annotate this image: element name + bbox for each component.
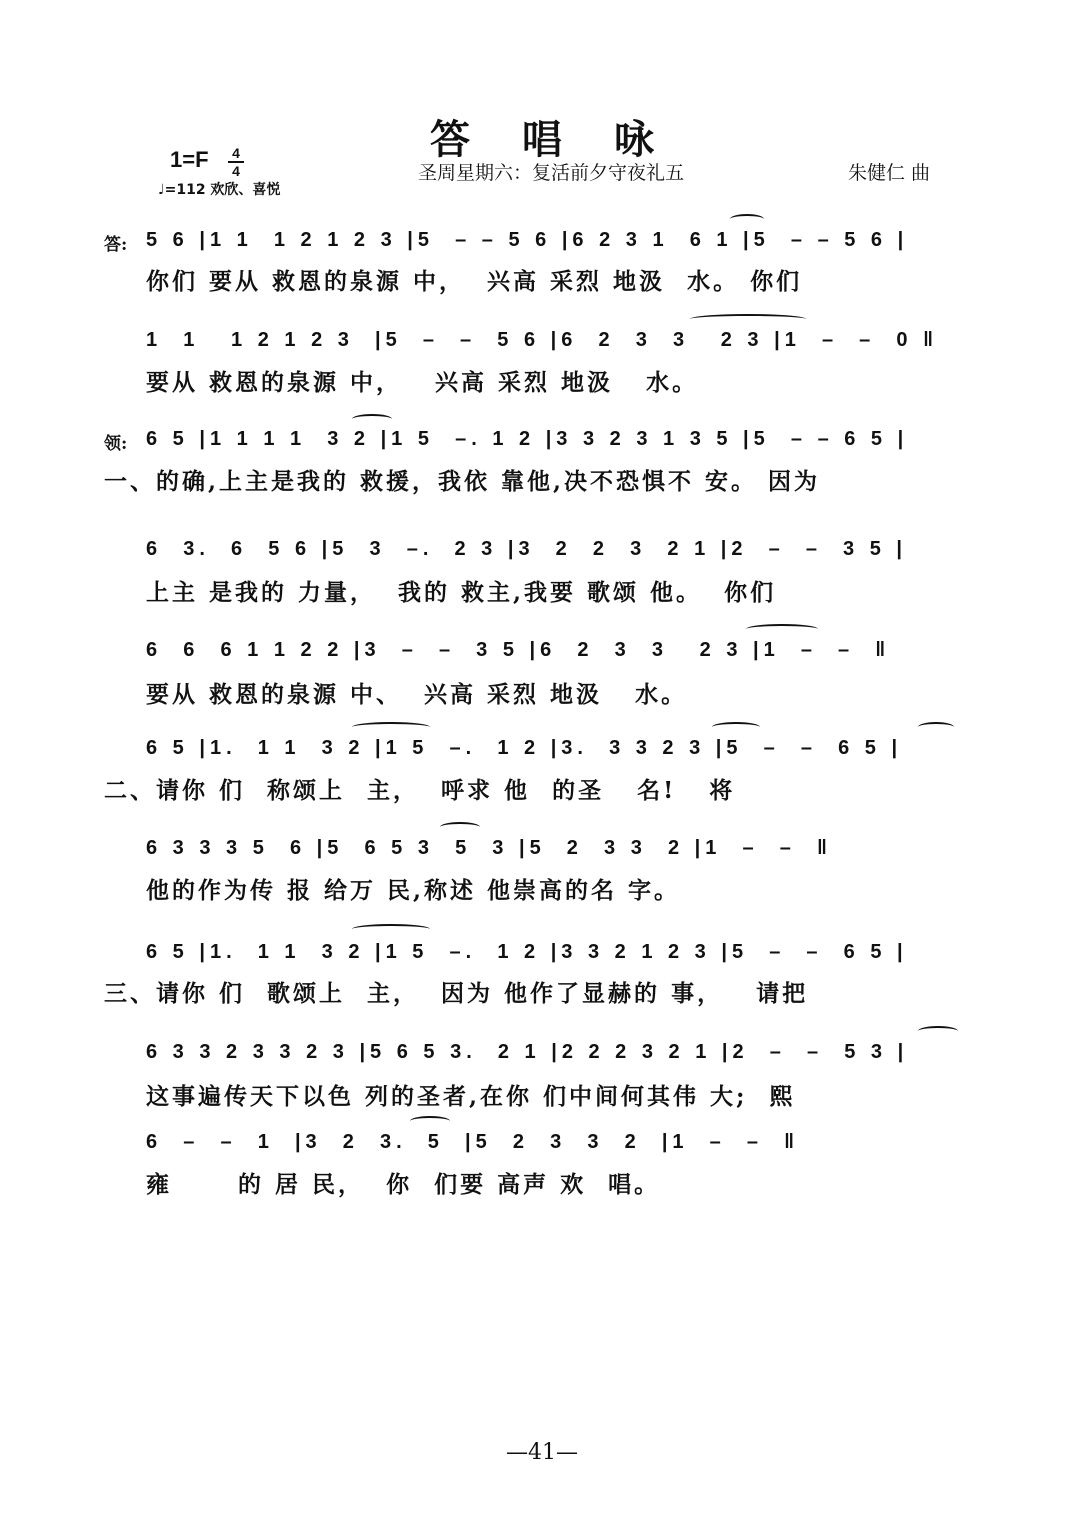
- slur-mark: [918, 1026, 958, 1036]
- lyric-line: 雍 的 居 民， 你 们要 高声 欢 唱。: [146, 1171, 661, 1198]
- slur-mark: [730, 214, 764, 224]
- slur-mark: [712, 722, 760, 732]
- slur-mark: [690, 314, 806, 324]
- lyric-line: 上主 是我的 力量， 我的 救主,我要 歌颂 他。 你们: [146, 579, 777, 606]
- role-label-response: 答:: [104, 235, 128, 255]
- lyric-line: 这事遍传天下以色 列的圣者,在你 们中间何其伟 大; 熙: [146, 1083, 796, 1110]
- slur-mark: [410, 1116, 450, 1126]
- notation-line: 6 3 3 3 5 6 |5 6 5 3 5 3 |5 2 3 3 2 |1 – – ‖: [146, 837, 832, 859]
- slur-mark: [352, 924, 430, 934]
- slur-mark: [918, 722, 954, 732]
- key-signature: 1=F: [170, 147, 209, 172]
- notation-line: 6 5 |1. 1 1 3 2 |1 5 –. 1 2 |3. 3 3 2 3 |5 – – 6 5 |: [146, 737, 903, 759]
- tempo-marking: ♩=112 欢欣、喜悦: [158, 182, 281, 198]
- song-title: 答唱咏: [430, 116, 706, 163]
- slur-mark: [746, 624, 818, 634]
- lyric-line: 三、请你 们 歌颂上 主， 因为 他作了显赫的 事， 请把: [104, 980, 809, 1007]
- notation-line: 6 5 |1 1 1 1 3 2 |1 5 –. 1 2 |3 3 2 3 1 3 5 |5 – – 6 5 |: [146, 428, 909, 450]
- lyric-line: 你们 要从 救恩的泉源 中， 兴高 采烈 地汲 水。 你们: [146, 268, 803, 295]
- lyric-line: 要从 救恩的泉源 中， 兴高 采烈 地汲 水。: [146, 369, 699, 396]
- slur-mark: [440, 822, 480, 832]
- notation-line: 6 – – 1 |3 2 3. 5 |5 2 3 3 2 |1 – – ‖: [146, 1131, 800, 1153]
- notation-line: 5 6 |1 1 1 2 1 2 3 |5 – – 5 6 |6 2 3 1 6 1 |5 – – 5 6 |: [146, 229, 909, 251]
- notation-line: 6 5 |1. 1 1 3 2 |1 5 –. 1 2 |3 3 2 1 2 3 |5 – – 6 5 |: [146, 941, 908, 963]
- lyric-line: 要从 救恩的泉源 中、 兴高 采烈 地汲 水。: [146, 681, 688, 708]
- role-label-leader: 领:: [104, 434, 128, 454]
- time-signature-top: 4: [232, 145, 240, 161]
- lyric-line: 一、的确,上主是我的 救援，我依 靠他,决不恐惧不 安。 因为: [104, 468, 821, 495]
- notation-line: 1 1 1 2 1 2 3 |5 – – 5 6 |6 2 3 3 2 3 |1 – – 0 ‖: [146, 329, 939, 351]
- composer: 朱健仁 曲: [848, 162, 931, 184]
- lyric-line: 二、请你 们 称颂上 主， 呼求 他 的圣 名! 将: [104, 777, 736, 804]
- notation-line: 6 3 3 2 3 3 2 3 |5 6 5 3. 2 1 |2 2 2 3 2 1 |2 – – 5 3 |: [146, 1041, 909, 1063]
- notation-line: 6 6 6 1 1 2 2 |3 – – 3 5 |6 2 3 3 2 3 |1 – – ‖: [146, 639, 891, 661]
- page-number: —41—: [506, 1440, 578, 1465]
- slur-mark: [352, 722, 430, 732]
- lyric-line: 他的作为传 报 给万 民,称述 他崇高的名 字。: [146, 877, 681, 904]
- slur-mark: [352, 414, 392, 424]
- time-signature-bottom: 4: [232, 163, 240, 179]
- time-signature: [228, 146, 244, 178]
- subtitle: 圣周星期六：复活前夕守夜礼五: [418, 162, 685, 184]
- notation-line: 6 3. 6 5 6 |5 3 –. 2 3 |3 2 2 3 2 1 |2 – – 3 5 |: [146, 538, 908, 560]
